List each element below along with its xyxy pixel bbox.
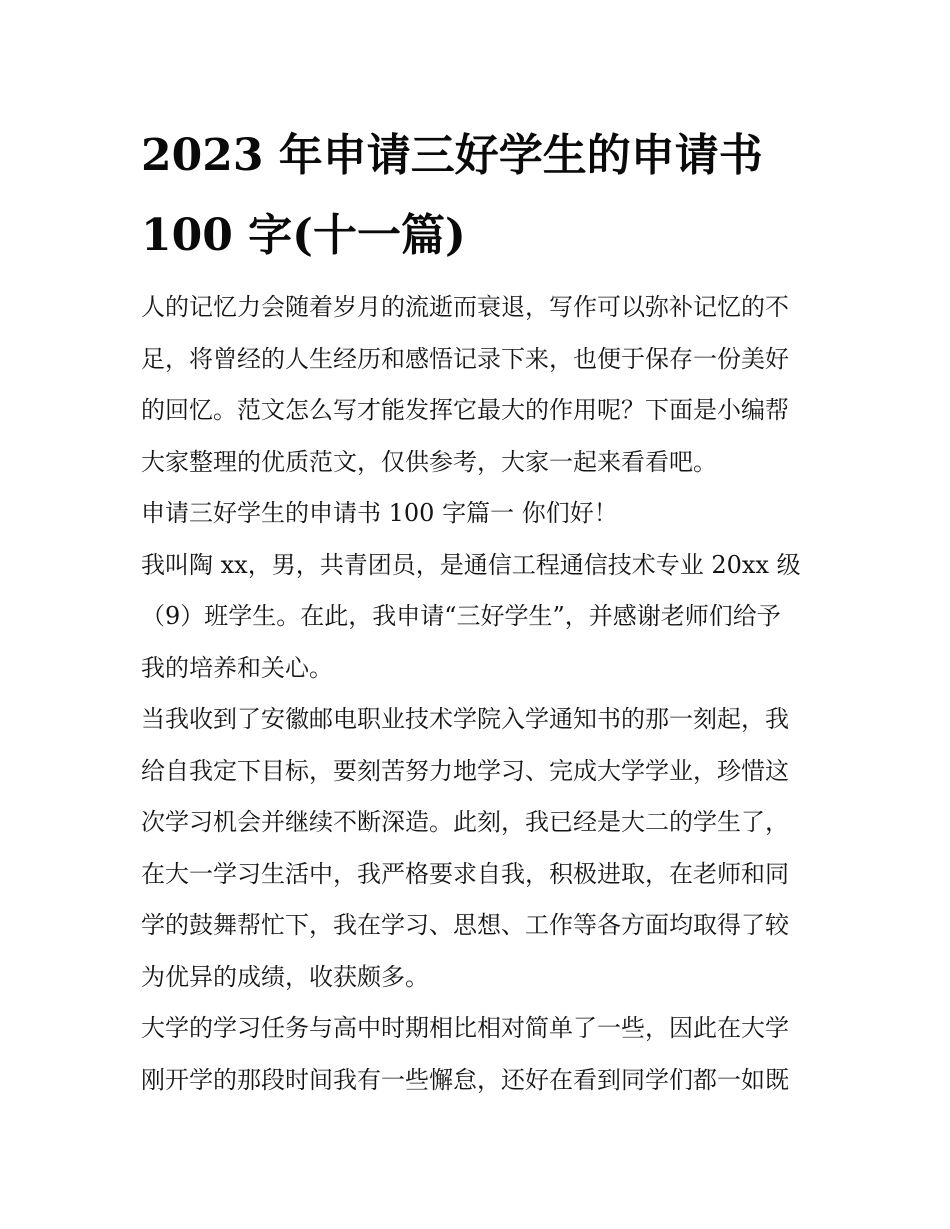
document-content [141,116,813,1106]
text-line: 我叫陶 xx，男，共青团员，是通信工程通信技术专业 20xx 级 [141,550,801,579]
text-line: （9）班学生。在此，我申请“三好学生”，并感谢老师们给予 [141,602,781,630]
text-line: 给自我定下目标，要刻苦努力地学习、完成大学学业，珍惜这 [141,756,789,785]
text-line: 大家整理的优质范文，仅供参考，大家一起来看看吧。 [141,447,717,476]
text-line: 申请三好学生的申请书 100 字篇一 你们好！ [141,499,618,527]
text-line: 次学习机会并继续不断深造。此刻，我已经是大二的学生了， [141,808,789,836]
text-line: 当我收到了安徽邮电职业技术学院入学通知书的那一刻起，我 [141,705,789,733]
document-body [141,282,813,1106]
text-line: 我的培养和关心。 [141,653,333,682]
paragraph-section-heading [141,488,813,540]
paragraph-goals [141,694,813,1003]
text-line: 刚开学的那段时间我有一些懈怠，还好在看到同学们都一如既 [141,1065,789,1094]
paragraph-study [141,1003,813,1106]
text-line: 为优异的成绩，收获颇多。 [141,962,429,991]
text-line: 人的记忆力会随着岁月的流逝而衰退，写作可以弥补记忆的不 [141,293,789,321]
text-line: 的回忆。范文怎么写才能发挥它最大的作用呢？下面是小编帮 [141,396,789,424]
text-line: 大学的学习任务与高中时期相比相对简单了一些，因此在大学 [141,1014,789,1042]
paragraph-intro [141,282,813,488]
title-line-2: 100 字(十一篇) [141,210,466,261]
title-line-1: 2023 年申请三好学生的申请书 [141,130,763,181]
text-line: 学的鼓舞帮忙下，我在学习、思想、工作等各方面均取得了较 [141,911,789,939]
text-line: 足，将曾经的人生经历和感悟记录下来，也便于保存一份美好 [141,344,789,373]
paragraph-self-introduction [141,540,813,695]
document-title [141,116,813,276]
text-line: 在大一学习生活中，我严格要求自我，积极进取，在老师和同 [141,859,789,888]
